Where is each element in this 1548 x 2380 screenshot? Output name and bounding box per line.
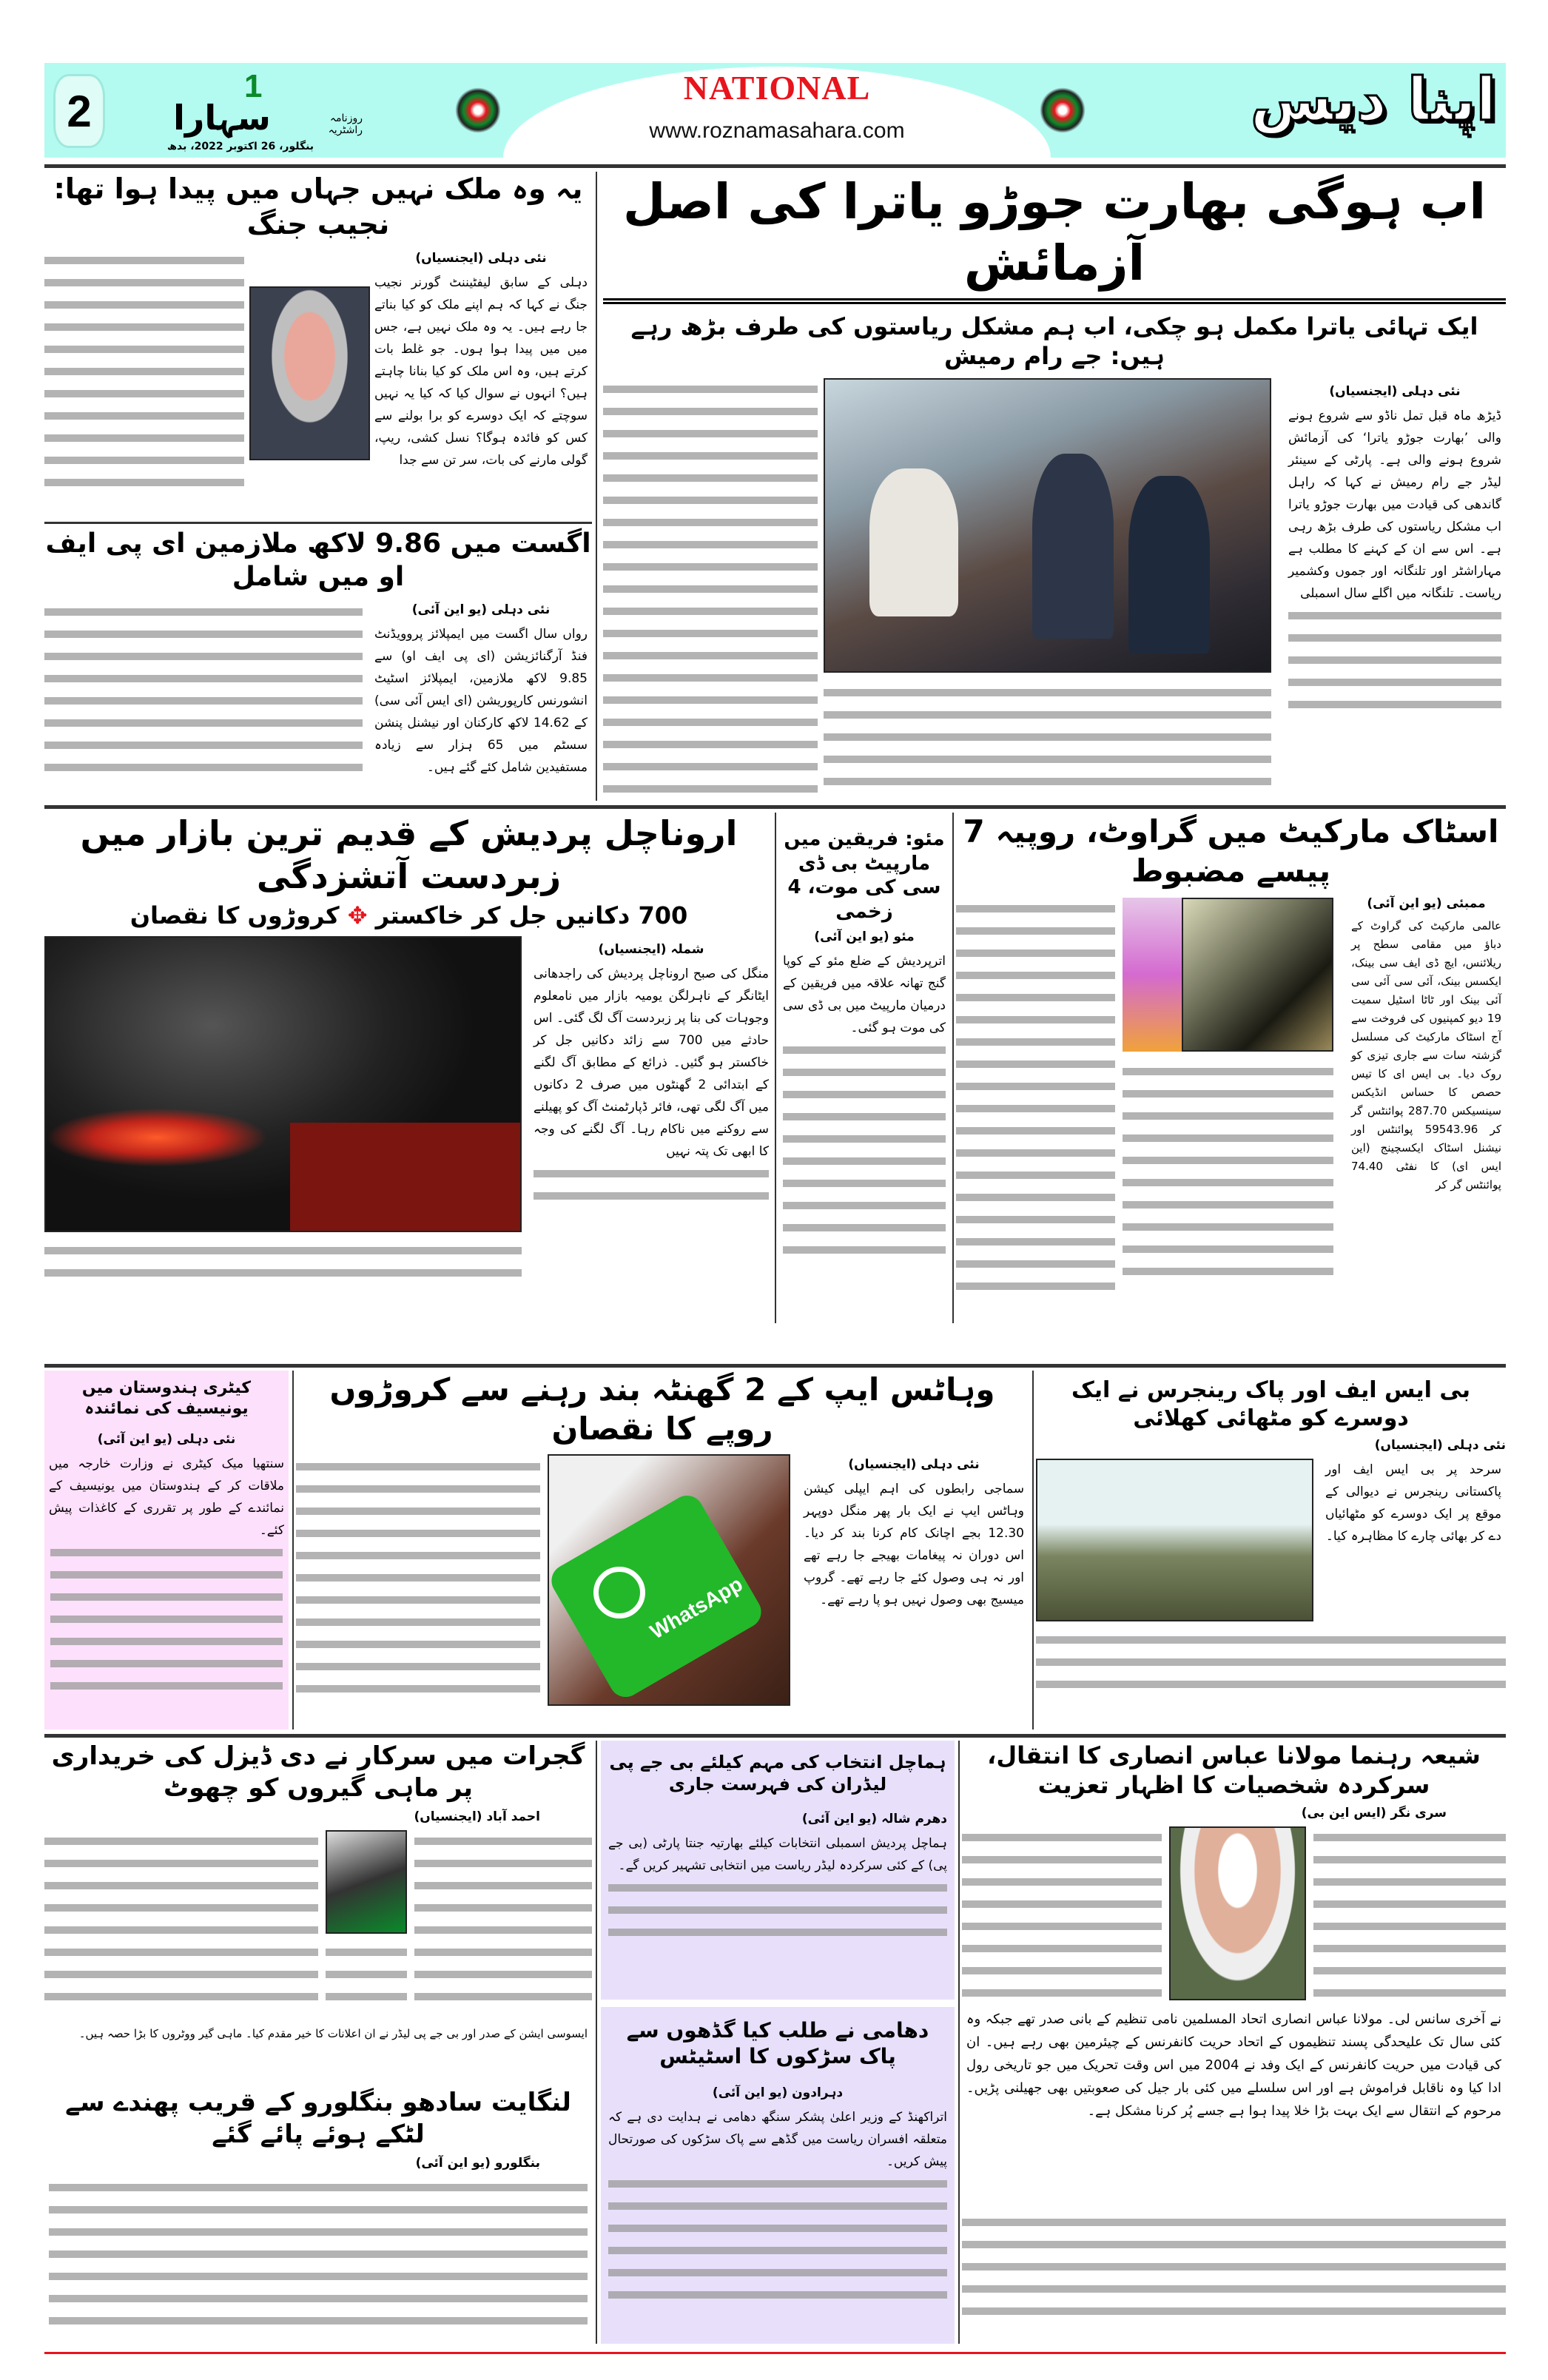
- article-text: [50, 1542, 283, 1690]
- divider: [596, 1741, 597, 2344]
- divider: [603, 298, 1506, 304]
- logo-tagline: روزنامہ راشٹریہ: [328, 112, 363, 136]
- whatsapp-label: WhatsApp: [646, 1572, 747, 1644]
- divider: [1032, 1371, 1034, 1729]
- divider: [44, 805, 1506, 809]
- article-text: [1288, 605, 1501, 716]
- article-text: [608, 2173, 947, 2306]
- article-body: ہماچل پردیش اسمبلی انتخابات کیلئے بھارتیہ جنتا پارٹی (بی جے پی) کے کئی سرکردہ لیڈر ریاست میں انتخابی تشہیر کریں گے۔: [608, 1836, 947, 1873]
- story-yatra: [603, 172, 1506, 801]
- story-himachal: [601, 1741, 955, 2000]
- whatsapp-photo: [548, 1454, 790, 1706]
- divider: [44, 1364, 1506, 1368]
- article-text: [44, 1240, 522, 1284]
- article-text: [603, 378, 818, 800]
- article-text: [608, 1877, 947, 1943]
- divider: [44, 164, 1506, 168]
- story-stock-market: [956, 813, 1506, 1323]
- article-body: منگل کی صبح اروناچل پردیش کی راجدھانی ایٹانگر کے ناہرلگن یومیہ بازار میں نامعلوم وجوہات کی بنا پر زبردست آگ لگ گئی۔ اس حادثے میں 700 سے زائد دکانیں جل کر خاکستر ہو گئیں۔ ذرائع کے مطابق آگ لگنے کے ابتدائی 2 گھنٹوں میں صرف 2 دکانوں میں آگ لگی تھی، فائر ڈپارٹمنٹ آگ کو پھیلنے سے روکنے میں ناکام رہا۔ آگ لگنے کی وجہ کا ابھی تک پتہ نہیں: [534, 967, 769, 1159]
- bsf-photo: [1036, 1459, 1313, 1621]
- article-text: [1036, 1629, 1506, 1695]
- website-link[interactable]: www.roznamasahara.com: [649, 118, 905, 143]
- diamond-icon: ✥: [347, 901, 368, 930]
- story-arunachal: [44, 813, 773, 1323]
- byline: بنگلورو (یو این آئی): [415, 2156, 540, 2171]
- section-title-ur: اپنا دیس: [1250, 65, 1496, 134]
- logo-name: سہارا: [173, 98, 271, 138]
- headline: بی ایس ایف اور پاک رینجرس نے ایک دوسرے کو مٹھائی کھلائی: [1071, 1377, 1470, 1431]
- diesel-pump-photo: [326, 1830, 407, 1934]
- story-bdc: [778, 813, 950, 1323]
- article-text: [1123, 1060, 1333, 1290]
- article-text: [824, 682, 1271, 800]
- subhead-part: کروڑوں کا نقصان: [129, 901, 340, 930]
- story-jung: [44, 172, 592, 520]
- article-text: [326, 1941, 407, 2015]
- date-line: بنگلور، 26 اکتوبر 2022، بدھ: [166, 141, 314, 152]
- story-gujarat: [44, 1741, 592, 2081]
- anniversary-badge: 1: [244, 68, 263, 104]
- article-text: [783, 1039, 946, 1261]
- story-dhami: [601, 2007, 955, 2344]
- article-text: [414, 1830, 592, 2015]
- page-number: 2: [53, 74, 105, 148]
- sunburst-icon: [455, 87, 501, 133]
- story-whatsapp: [296, 1371, 1029, 1729]
- headline: ہماچل انتخاب کی مہم کیلئے بی جے پی لیڈران کی فہرست جاری: [609, 1752, 946, 1795]
- article-text: [44, 249, 244, 501]
- article-body: سرحد پر بی ایس ایف اور پاکستانی رینجرس نے دیوالی کے موقع پر ایک دوسرے کو مٹھائیاں دے کر بھائی چارے کا مظاہرہ کیا۔: [1325, 1462, 1501, 1544]
- subheadline: [44, 901, 773, 930]
- article-body: نے آخری سانس لی۔ مولانا عباس انصاری اتحاد المسلمین نامی تنظیم کے بانی صدر تھے جبکہ وہ کئی سال تک علیحدگی پسند تنظیموں کے اتحاد حریت کانفرنس کے چیئرمین بھی رہے ہیں۔ ان کی قیادت میں حریت کانفرنس کے ایک وفد نے 2004 میں اس وقت تحریک میں جو تاریخی رول ادا کیا وہ ناقابل فراموش ہے اور اس سلسلے میں کئی بار جیل کی صعوبتیں بھی جھیلنی پڑیں۔ مرحوم کے انتقال سے ایک بہت بڑا خلا پیدا ہوا ہے جسے پُر کرنا مشکل ہے۔: [966, 2011, 1501, 2119]
- article-text: [1313, 1826, 1506, 2000]
- story-bsf: [1036, 1371, 1506, 1729]
- headline: دھامی نے طلب کیا گڈھوں سے پاک سڑکوں کا اسٹیٹس: [626, 2018, 929, 2068]
- story-unicef: [44, 1371, 289, 1729]
- headline: یہ وہ ملک نہیں جہاں میں پیدا ہوا تھا: نجیب جنگ: [53, 172, 583, 241]
- sunburst-icon: [1040, 87, 1086, 133]
- byline: نئی دہلی (ایجنسیاں): [1329, 384, 1461, 399]
- headline: مئو: فریقین میں مارپیٹ بی ڈی سی کی موت، 4 زخمی: [784, 828, 945, 923]
- byline: نئی دہلی (ایجنسیاں): [415, 251, 547, 266]
- article-body: دہلی کے سابق لیفٹیننٹ گورنر نجیب جنگ نے کہا کہ ہم اپنے ملک کو کیا بناتے جا رہے ہیں۔ یہ وہ ملک نہیں ہے، جس میں میں پیدا ہوا ہوں۔ جو غلط بات کرتے ہیں، وہ اس ملک کو کیا بنانا چاہتے ہیں؟ انہوں نے سوال کیا کہ کیا یہ نہیں سوچتے کہ ایک دوسرے کو برا بولنے سے کس کو فائدہ ہوگا؟ نسل کشی، ریپ، گولی مارنے کی بات، سر تن سے جدا: [374, 275, 588, 468]
- headline: کیٹری ہندوستان میں یونیسیف کی نمائندہ: [81, 1379, 252, 1418]
- headline: لنگایت سادھو بنگلورو کے قریب پھندے سے لٹکے ہوئے پائے گئے: [65, 2088, 571, 2149]
- najeeb-jung-photo: [249, 286, 370, 460]
- rally-photo: [824, 378, 1271, 673]
- story-shia-leader: [962, 1741, 1506, 2344]
- article-body: عالمی مارکیٹ کی گراوٹ کے دباؤ میں مقامی سطح پر ریلائنس، ایچ ڈی ایف سی بینک، ایکسس بینک، آئی سی آئی سی آئی بینک اور ٹاٹا اسٹیل سمیت 19 دیو کمپنیوں کی فروخت سے آج اسٹاک مارکیٹ کی مسلسل گزشتہ سات سے جاری تیزی کو روک دیا۔ بی ایس ای کا تیس حصص کا حساس انڈیکس سینسیکس 287.70 پوائنٹس گر کر 59543.96 پوائنٹس اور نیشنل اسٹاک ایکسچینج (این ایس ای) کا نفٹی 74.40 پوائنٹس گر کر: [1351, 919, 1501, 1191]
- article-body: ایسوسی ایشن کے صدر اور بی جے پی لیڈر نے ان اعلانات کا خیر مقدم کیا۔ ماہی گیر ووٹروں کا بڑا حصہ ہیں۔: [78, 2027, 588, 2040]
- headline: اب ہوگی بھارت جوڑو یاترا کی اصل آزمائش: [623, 173, 1486, 292]
- newspaper-logo: [148, 68, 363, 153]
- headline: گجرات میں سرکار نے دی ڈیزل کی خریداری پر ماہی گیروں کو چھوٹ: [51, 1741, 585, 1803]
- divider: [958, 1741, 960, 2344]
- fire-photo: [44, 936, 522, 1232]
- divider: [775, 813, 776, 1323]
- byline: دہرادون (یو این آئی): [712, 2085, 844, 2100]
- story-epfo: [44, 527, 592, 801]
- divider: [292, 1371, 294, 1729]
- divider: [596, 172, 597, 801]
- byline: نئی دہلی (یو این آئی): [97, 1432, 236, 1447]
- subheadline: ایک تہائی یاترا مکمل ہو چکی، اب ہم مشکل ریاستوں کی طرف بڑھ رہے ہیں: جے رام رمیش: [630, 312, 1478, 370]
- currency-photo: [1182, 898, 1333, 1052]
- byline: مئو (یو این آئی): [814, 930, 915, 944]
- byline: نئی دہلی (ایجنسیاں): [1374, 1438, 1506, 1453]
- article-body: اترپردیش کے ضلع مئو کے کوپا گنج تھانہ علاقہ میں فریقین کے درمیان مارپیٹ میں بی ڈی سی کی موت ہو گئی۔: [783, 954, 946, 1035]
- divider: [952, 813, 954, 1323]
- headline: اسٹاک مارکیٹ میں گراوٹ، روپیہ 7 پیسے مضبوط: [963, 813, 1499, 889]
- headline: اگست میں 9.86 لاکھ ملازمین ای پی ایف او میں شامل: [45, 528, 591, 592]
- byline: شملہ (ایجنسیاں): [598, 942, 704, 957]
- headline: شیعہ رہنما مولانا عباس انصاری کا انتقال، سرکردہ شخصیات کا اظہار تعزیت: [987, 1741, 1481, 1799]
- article-body: اتراکھنڈ کے وزیر اعلیٰ پشکر سنگھ دھامی نے ہدایت دی ہے کہ متعلقہ افسران ریاست میں گڈھے سے پاک سڑکوں کی صورتحال پیش کریں۔: [608, 2110, 947, 2169]
- headline: اروناچل پردیش کے قدیم ترین بازار میں زبردست آتشزدگی: [80, 813, 738, 896]
- divider: [44, 1734, 1506, 1738]
- article-body: ڈیڑھ ماہ قبل تمل ناڈو سے شروع ہونے والی ’بھارت جوڑو یاترا‘ کی آزمائش شروع ہونے والی ہے۔ پارٹی کے سینئر لیڈر جے رام رمیش نے کہا کہ راہل گاندھی کی قیادت میں بھارت جوڑو یاترا اب مشکل ریاستوں کی طرف بڑھ رہی ہے۔ اس سے ان کے کہنے کا مطلب ہے مہاراشٹر اور تلنگانہ اور جموں وکشمیر ریاست۔ تلنگانہ میں اگلے سال اسمبلی: [1288, 409, 1501, 601]
- byline: ممبئی (یو این آئی): [1367, 896, 1486, 911]
- abbas-ansari-photo: [1169, 1826, 1306, 2000]
- whatsapp-logo-icon: [593, 1567, 645, 1618]
- byline: سری نگر (ایس این بی): [1301, 1806, 1447, 1821]
- article-body: سنتھیا میک کیٹری نے وزارت خارجہ میں ملاقات کر کے ہندوستان میں یونیسیف کے نمائندے کے طور پر تقرری کے کاغذات پیش کئے۔: [49, 1456, 284, 1538]
- bottom-rule: [44, 2352, 1506, 2354]
- headline: وہاٹس ایپ کے 2 گھنٹہ بند رہنے سے کروڑوں روپے کا نقصان: [329, 1371, 995, 1447]
- subhead-part: 700 دکانیں جل کر خاکستر: [375, 901, 688, 930]
- article-body: رواں سال اگست میں ایمپلائز پروویڈنٹ فنڈ آرگنائزیشن (ای پی ایف او) سے 9.85 لاکھ ملازمین، ایمپلائز اسٹیٹ انشورنس کارپوریشن (ای ایس آئی سی) کے 14.62 لاکھ کارکنان اور نیشنل پنشن سسٹم میں 65 ہزار سے زیادہ مستفیدین شامل کئے گئے ہیں۔: [374, 627, 588, 775]
- byline: دھرم شالہ (یو این آئی): [801, 1812, 947, 1826]
- byline: نئی دہلی (یو این آئی): [411, 602, 551, 617]
- divider: [44, 522, 592, 524]
- article-text: [44, 601, 363, 786]
- article-text: [962, 2211, 1506, 2322]
- byline: احمد آباد (ایجنسیاں): [414, 1809, 540, 1824]
- rupee-notes-photo: [1123, 898, 1182, 1052]
- article-text: [296, 1456, 540, 1707]
- section-title-en: NATIONAL: [683, 69, 871, 107]
- story-lingayat: [44, 2087, 592, 2346]
- byline: نئی دہلی (ایجنسیاں): [848, 1457, 980, 1472]
- article-text: [534, 1163, 769, 1207]
- article-text: [962, 1826, 1162, 2000]
- article-text: [956, 898, 1115, 1290]
- article-text: [49, 2176, 588, 2324]
- article-body: سماجی رابطوں کی اہم ایپلی کیشن وہاٹس ایپ نے ایک بار پھر منگل دوپہر 12.30 بجے اچانک کام کرنا بند کر دیا۔ اس دوران نہ پیغامات بھیجے جا رہے تھے اور نہ ہی وصول کئے جا رہے تھے۔ گروپ میسیج بھی وصول نہیں ہو پا رہے تھے۔: [804, 1482, 1024, 1607]
- article-text: [44, 1830, 318, 2015]
